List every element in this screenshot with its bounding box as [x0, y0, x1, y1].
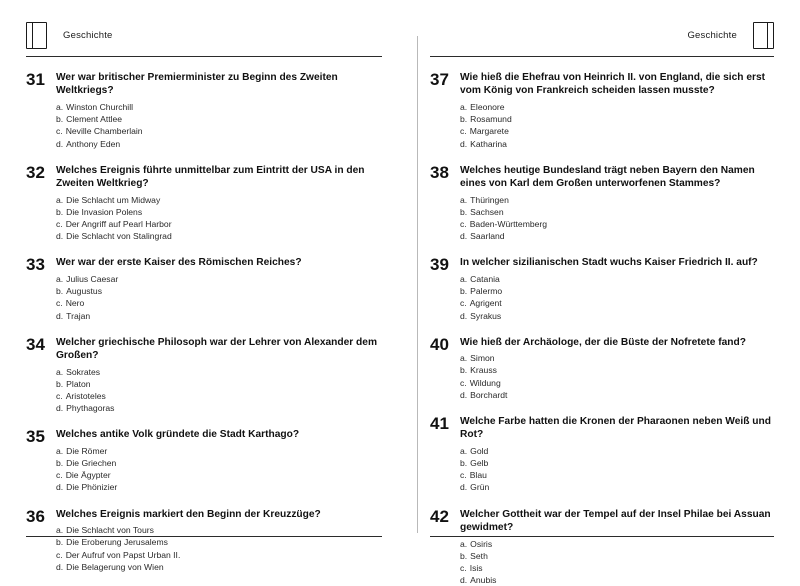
answer-options	[460, 194, 774, 243]
answer-text: Catania	[470, 273, 500, 284]
answer-option[interactable]	[460, 138, 774, 150]
question-body	[460, 256, 774, 321]
left-header-title: Geschichte	[63, 29, 113, 41]
answer-text: Julius Caesar	[66, 273, 119, 284]
question-item	[26, 71, 382, 150]
answer-letter: a.	[460, 538, 468, 549]
answer-text: Die Schlacht um Midway	[66, 194, 161, 205]
question-text: Wer war britischer Premierminister zu Beginn des Zweiten Weltkriegs?	[56, 72, 338, 97]
answer-option[interactable]	[460, 297, 774, 309]
answer-letter: c.	[56, 549, 63, 560]
answer-option[interactable]	[56, 138, 382, 150]
answer-letter: a.	[56, 101, 64, 112]
answer-letter: a.	[460, 353, 468, 364]
answer-letter: b.	[56, 286, 64, 297]
answer-option[interactable]	[56, 524, 382, 536]
answer-option[interactable]	[56, 273, 382, 285]
answer-option[interactable]	[56, 469, 382, 481]
question-item	[430, 164, 774, 243]
answer-letter: a.	[56, 445, 64, 456]
answer-options	[460, 273, 774, 322]
page-gutter-divider	[417, 36, 418, 533]
answer-text: Die Schlacht von Tours	[66, 525, 154, 536]
answer-text: Anubis	[470, 575, 497, 586]
question-item	[430, 71, 774, 150]
answer-text: Augustus	[66, 286, 103, 297]
question-number: 36	[26, 506, 45, 526]
answer-text: Der Aufruf von Papst Urban II.	[65, 549, 181, 560]
answer-letter: a.	[56, 525, 64, 536]
answer-option[interactable]	[56, 194, 382, 206]
answer-letter: b.	[56, 537, 64, 548]
right-page-header	[430, 18, 774, 52]
question-number: 35	[26, 427, 45, 447]
answer-letter: d.	[56, 482, 64, 493]
answer-text: Seth	[470, 550, 488, 561]
answer-option[interactable]	[460, 469, 774, 481]
answer-option[interactable]	[460, 352, 774, 364]
answer-letter: a.	[56, 194, 64, 205]
question-body	[56, 428, 382, 493]
right-footer-rule	[430, 536, 774, 537]
answer-option[interactable]	[460, 285, 774, 297]
answer-letter: a.	[460, 194, 468, 205]
answer-text: Die Schlacht von Stalingrad	[66, 231, 172, 242]
question-body	[460, 71, 774, 150]
question-body	[56, 164, 382, 243]
answer-text: Sokrates	[66, 366, 101, 377]
question-item	[430, 415, 774, 494]
question-item	[26, 428, 382, 493]
answer-option[interactable]	[56, 481, 382, 493]
question-body	[56, 336, 382, 415]
answer-option[interactable]	[56, 230, 382, 242]
answer-option[interactable]	[56, 536, 382, 548]
answer-options	[56, 194, 382, 243]
question-number: 39	[430, 255, 449, 275]
answer-letter: c.	[56, 126, 63, 137]
question-text: Wie hieß der Archäologe, der die Büste der Nofretete fand?	[460, 336, 746, 348]
question-text: Welcher Gottheit war der Tempel auf der Insel Philae bei Assuan gewidmet?	[460, 508, 771, 534]
answer-text: Syrakus	[470, 310, 502, 321]
answer-letter: b.	[460, 206, 468, 217]
answer-option[interactable]	[460, 310, 774, 322]
right-question-list	[430, 71, 774, 586]
answer-text: Krauss	[470, 365, 497, 376]
question-text: Wie hieß die Ehefrau von Heinrich II. von England, die sich erst vom König von Frankreich scheiden lassen musste?	[460, 72, 766, 97]
question-item	[26, 256, 382, 321]
answer-option[interactable]	[460, 113, 774, 125]
question-text: In welcher sizilianischen Stadt wuchs Kaiser Friedrich II. auf?	[460, 257, 758, 269]
question-body	[460, 164, 774, 243]
question-number: 34	[26, 334, 45, 354]
answer-option[interactable]	[56, 125, 382, 137]
answer-letter: b.	[460, 550, 468, 561]
right-header-rule	[430, 56, 774, 57]
answer-option[interactable]	[460, 445, 774, 457]
answer-letter: a.	[460, 273, 468, 284]
answer-option[interactable]	[56, 445, 382, 457]
answer-letter: d.	[460, 389, 468, 400]
answer-text: Clement Attlee	[66, 114, 123, 125]
answer-options	[460, 352, 774, 401]
question-number: 33	[26, 255, 45, 275]
answer-letter: c.	[56, 298, 63, 309]
answer-text: Die Eroberung Jerusalems	[66, 537, 168, 548]
answer-text: Phythagoras	[66, 403, 115, 414]
answer-option[interactable]	[56, 206, 382, 218]
answer-option[interactable]	[56, 297, 382, 309]
question-text: Wer war der erste Kaiser des Römischen Reiches?	[56, 257, 302, 269]
answer-text: Agrigent	[469, 298, 502, 309]
answer-letter: d.	[56, 403, 64, 414]
answer-letter: d.	[56, 561, 64, 572]
answer-option[interactable]	[460, 218, 774, 230]
question-number: 31	[26, 70, 45, 89]
answer-letter: c.	[460, 563, 467, 573]
answer-text: Baden-Württemberg	[469, 219, 548, 230]
answer-options	[56, 445, 382, 494]
answer-option[interactable]	[460, 457, 774, 469]
answer-text: Grün	[470, 482, 490, 493]
answer-letter: d.	[460, 231, 468, 242]
answer-letter: a.	[56, 366, 64, 377]
answer-text: Die Römer	[66, 445, 108, 456]
answer-text: Die Ägypter	[65, 470, 111, 481]
answer-letter: a.	[56, 273, 64, 284]
answer-text: Thüringen	[470, 194, 509, 205]
answer-option[interactable]	[460, 574, 774, 586]
question-number: 41	[430, 413, 449, 433]
question-body	[56, 508, 382, 573]
answer-letter: c.	[460, 377, 467, 388]
answer-letter: b.	[56, 378, 64, 389]
answer-letter: b.	[460, 114, 468, 125]
question-text: Welches heutige Bundesland trägt neben Bayern den Namen eines von Karl dem Großen unterworfenen Stammes?	[460, 164, 755, 190]
left-question-list	[26, 71, 382, 573]
answer-letter: b.	[56, 458, 64, 469]
answer-letter: c.	[460, 219, 467, 230]
answer-text: Gold	[470, 445, 489, 456]
answer-text: Nero	[65, 298, 85, 309]
question-item	[26, 336, 382, 415]
answer-text: Rosamund	[470, 114, 512, 125]
left-footer-rule	[26, 536, 382, 537]
answer-text: Die Griechen	[66, 458, 117, 469]
answer-options	[56, 101, 382, 150]
question-number: 40	[430, 334, 449, 354]
question-item	[26, 508, 382, 573]
question-body	[460, 415, 774, 494]
answer-option[interactable]	[56, 390, 382, 402]
answer-option[interactable]	[56, 366, 382, 378]
answer-letter: d.	[56, 138, 64, 149]
answer-text: Neville Chamberlain	[65, 126, 143, 137]
answer-options	[460, 101, 774, 150]
answer-option[interactable]	[460, 377, 774, 389]
right-page-column	[400, 0, 800, 586]
answer-letter: a.	[460, 101, 468, 112]
answer-option[interactable]	[56, 310, 382, 322]
answer-option[interactable]	[56, 457, 382, 469]
answer-option[interactable]	[56, 113, 382, 125]
question-body	[56, 71, 382, 150]
answer-text: Wildung	[469, 377, 501, 388]
answer-option[interactable]	[56, 218, 382, 230]
answer-text: Borchardt	[470, 389, 508, 400]
left-page-column	[0, 0, 400, 572]
answer-text: Palermo	[470, 286, 503, 297]
answer-options	[56, 273, 382, 322]
answer-text: Anthony Eden	[66, 138, 121, 149]
answer-letter: b.	[460, 458, 468, 469]
answer-option[interactable]	[460, 206, 774, 218]
answer-letter: c.	[460, 470, 467, 481]
answer-letter: c.	[56, 470, 63, 481]
question-number: 38	[430, 162, 449, 182]
answer-letter: b.	[460, 286, 468, 297]
answer-letter: d.	[56, 231, 64, 242]
answer-text: Gelb	[470, 458, 489, 469]
answer-options	[460, 538, 774, 586]
answer-option[interactable]	[460, 389, 774, 401]
answer-letter: d.	[460, 310, 468, 321]
answer-letter: c.	[56, 219, 63, 230]
answer-option[interactable]	[460, 550, 774, 562]
answer-text: Blau	[469, 470, 487, 481]
answer-text: Die Invasion Polens	[66, 206, 143, 217]
answer-options	[56, 366, 382, 415]
question-number: 37	[430, 70, 449, 89]
book-icon	[753, 22, 774, 49]
answer-letter: d.	[460, 482, 468, 493]
left-header-rule	[26, 56, 382, 57]
question-number: 32	[26, 162, 45, 182]
answer-letter: d.	[56, 310, 64, 321]
answer-option[interactable]	[460, 562, 774, 574]
answer-option[interactable]	[56, 285, 382, 297]
answer-option[interactable]	[460, 230, 774, 242]
answer-option[interactable]	[56, 101, 382, 113]
right-header-title: Geschichte	[687, 29, 737, 41]
answer-text: Die Belagerung von Wien	[66, 561, 164, 572]
question-item	[430, 508, 774, 586]
question-item	[26, 164, 382, 243]
left-page-header	[26, 18, 382, 52]
answer-text: Katharina	[470, 138, 507, 149]
answer-option[interactable]	[56, 402, 382, 414]
answer-letter: b.	[56, 114, 64, 125]
answer-options	[56, 524, 382, 573]
answer-letter: c.	[460, 298, 467, 309]
answer-option[interactable]	[460, 364, 774, 376]
answer-text: Margarete	[469, 126, 509, 137]
question-body	[460, 508, 774, 586]
book-icon	[26, 22, 47, 49]
answer-letter: c.	[460, 126, 467, 137]
answer-text: Eleonore	[470, 101, 505, 112]
question-body	[460, 336, 774, 401]
question-body	[56, 256, 382, 321]
answer-option[interactable]	[460, 481, 774, 493]
answer-text: Aristoteles	[65, 391, 106, 402]
question-item	[430, 336, 774, 401]
question-item	[430, 256, 774, 321]
answer-text: Der Angriff auf Pearl Harbor	[65, 219, 172, 230]
answer-text: Platon	[66, 378, 91, 389]
question-text: Welches antike Volk gründete die Stadt Karthago?	[56, 429, 300, 441]
answer-options	[460, 445, 774, 494]
answer-text: Trajan	[66, 310, 91, 321]
answer-text: Sachsen	[470, 206, 504, 217]
question-text: Welches Ereignis markiert den Beginn der Kreuzzüge?	[56, 508, 321, 520]
answer-letter: d.	[460, 138, 468, 149]
question-text: Welche Farbe hatten die Kronen der Pharaonen neben Weiß und Rot?	[460, 415, 771, 441]
answer-text: Simon	[470, 353, 495, 364]
answer-text: Saarland	[470, 231, 505, 242]
answer-text: Winston Churchill	[66, 101, 134, 112]
answer-option[interactable]	[460, 101, 774, 113]
answer-letter: b.	[460, 365, 468, 376]
answer-option[interactable]	[56, 549, 382, 561]
answer-option[interactable]	[56, 378, 382, 390]
answer-option[interactable]	[460, 538, 774, 550]
question-text: Welcher griechische Philosoph war der Lehrer von Alexander dem Großen?	[56, 336, 378, 362]
answer-option[interactable]	[460, 273, 774, 285]
answer-option[interactable]	[460, 194, 774, 206]
question-number: 42	[430, 506, 449, 526]
answer-letter: b.	[56, 206, 64, 217]
answer-text: Isis	[469, 563, 483, 573]
answer-text: Osiris	[470, 538, 493, 549]
answer-letter: c.	[56, 391, 63, 402]
question-text: Welches Ereignis führte unmittelbar zum Eintritt der USA in den Zweiten Weltkrieg?	[56, 164, 365, 190]
answer-option[interactable]	[460, 125, 774, 137]
answer-letter: d.	[460, 575, 468, 586]
answer-text: Die Phönizier	[66, 482, 118, 493]
answer-letter: a.	[460, 445, 468, 456]
